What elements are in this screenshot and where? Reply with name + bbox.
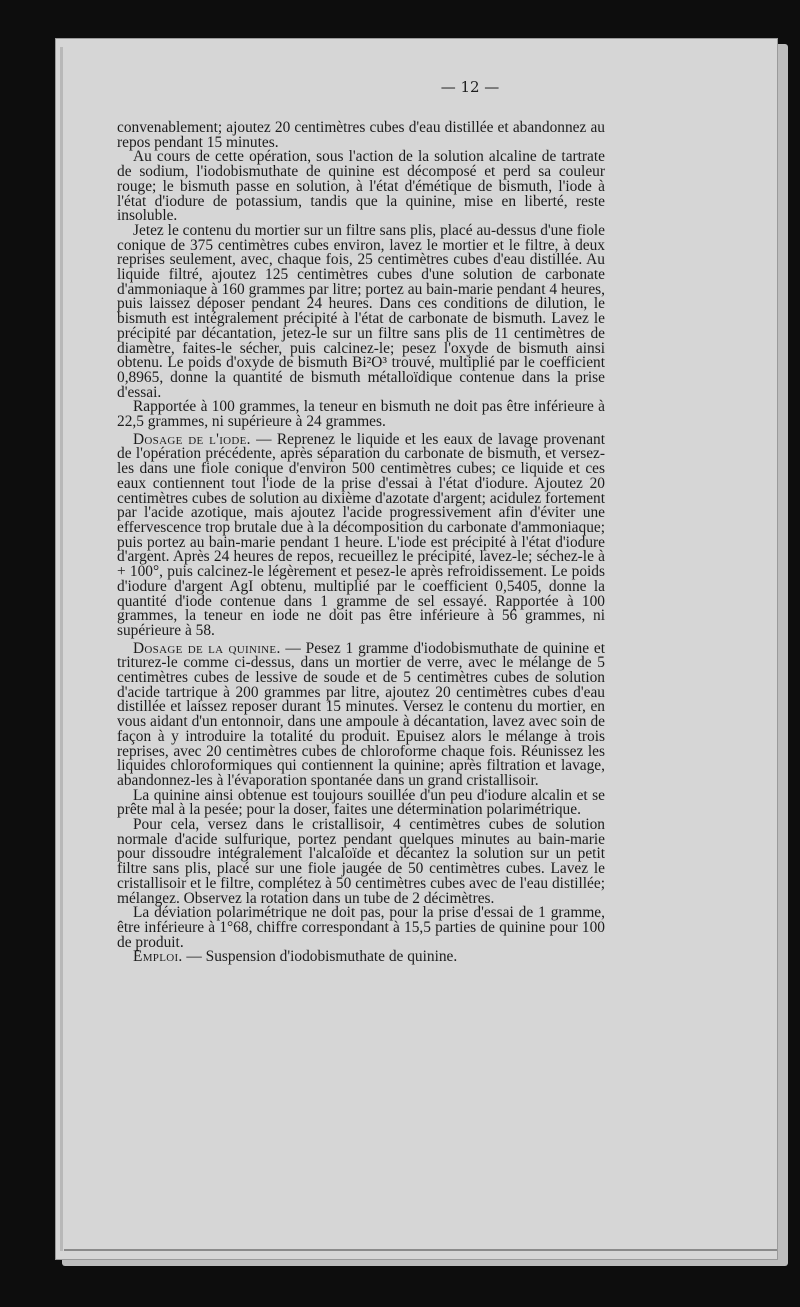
paragraph-text: Au cours de cette opération, sous l'action de la solution alcaline de tartrate de sodium, l'iodobismuthate de quinine est décomposé et perd sa couleur rouge; le bismuth passe en solution, à l'état d'émétique de bismuth, l'iode à l'état d'iodure de potassium, tandis que la quinine, mise en liberté, reste insoluble. [117,148,605,225]
paragraph-text: Pour cela, versez dans le cristallisoir, 4 centimètres cubes de solution normale d'acide sulfurique, portez pendant quelques minutes au bain-marie pour dissoudre intégralement l'alcaloïde et décantez la solution sur un petit filtre sans plis, placé sur une fiole jaugée de 50 centimètres cubes. Lavez le cristallisoir et le filtre, complétez à 50 centimètres cubes avec de l'eau distillée; mélangez. Observez la rotation dans un tube de 2 décimètres. [117,816,605,907]
paragraph-text: — Suspension d'iodobismuthate de quinine. [182,948,458,966]
paragraph-text: La déviation polarimétrique ne doit pas, pour la prise d'essai de 1 gramme, être inférieure à 1°68, chiffre correspondant à 15,5 parties de quinine pour 100 de produit. [117,904,605,951]
paragraph-text: — Reprenez le liquide et les eaux de lavage provenant de l'opération précédente, après séparation du carbonate de bismuth, et versez-les dans une fiole conique d'environ 500 centimètres cubes; ce liquide et ces eaux contiennent tout l'iode de la prise d'essai à l'état d'iodure. Ajoutez 20 centimètres cubes de solution au dixième d'azotate d'argent; acidulez fortement par l'acide azotique, mais ajoutez l'acide progressivement afin d'éviter une effervescence trop brutale due à la décomposition du carbonate d'ammoniaque; puis portez au bain-marie pendant 1 heure. L'iode est précipité à l'état d'iodure d'argent. Après 24 heures de repos, recueillez le précipité, lavez-le; séchez-le à + 100°, puis calcinez-le légèrement et pesez-le après refroidissement. Le poids d'iodure d'argent AgI obtenu, multiplié par le coefficient 0,5405, donne la quantité d'iode contenue dans 1 gramme de sel essayé. Rapportée à 100 grammes, la teneur en iode ne doit pas être inférieure à 56 grammes, ni supérieure à 58. [117,430,605,639]
paragraph-text: — Pesez 1 gramme d'iodobismuthate de quinine et triturez-le comme ci-dessus, dans un mortier de verre, avec le mélange de 5 centimètres cubes de lessive de soude et de 5 centimètres cubes de solution d'acide tartrique à 200 grammes par litre, ajoutez 20 centimètres cubes d'eau distillée et laissez reposer durant 15 minutes. Versez le contenu du mortier, en vous aidant d'un entonnoir, dans une ampoule à décantation, lavez avec soin de façon à y introduire la totalité du produit. Epuisez alors le mélange à trois reprises, avec 20 centimètres cubes de chloroforme chaque fois. Réunissez les liquides chloroformiques qui contiennent la quinine; après filtration et lavage, abandonnez-les à l'évaporation spontanée dans un grand cristallisoir. [117,639,606,789]
page-number-text: — 12 — [440,78,500,96]
page-bottom-rule [64,1249,777,1251]
section-heading-dosage-quinine: Dosage de la quinine. [133,639,281,657]
body-text [117,121,605,965]
paragraph-text: Jetez le contenu du mortier sur un filtre sans plis, placé au-dessus d'une fiole conique de 375 centimètres cubes environ, lavez le mortier et le filtre, à deux reprises seulement, avec, chaque fois, 25 centimètres cubes d'eau distillée. Au liquide filtré, ajoutez 125 centimètres cubes d'une solution de carbonate d'ammoniaque à 160 grammes par litre; portez au bain-marie pendant 4 heures, puis laissez déposer pendant 24 heures. Dans ces conditions de dilution, le bismuth est intégralement précipité à l'état de carbonate de bismuth. Lavez le précipité par décantation, jetez-le sur un filtre sans plis de 11 centimètres de diamètre, faites-le sécher, puis calcinez-le; pesez l'oxyde de bismuth ainsi obtenu. Le poids d'oxyde de bismuth Bi²O³ trouvé, multiplié par le coefficient 0,8965, donne la quantité de bismuth métalloïdique contenue dans la prise d'essai. [117,221,605,401]
paragraph-8 [117,818,605,906]
paragraph-emploi [117,950,605,965]
paragraph-text: convenablement; ajoutez 20 centimètres cubes d'eau distillée et abandonnez au repos pendant 15 minutes. [117,119,605,151]
section-heading-emploi: Emploi. [133,948,183,966]
paragraph-3 [117,221,605,401]
paragraph-1 [117,121,605,150]
paragraph-text: Rapportée à 100 grammes, la teneur en bismuth ne doit pas être inférieure à 22,5 grammes, ni supérieure à 24 grammes. [117,398,605,431]
paragraph-dosage-quinine [117,639,606,789]
paragraph-text: La quinine ainsi obtenue est toujours souillée d'un peu d'iodure alcalin et se prête mal à la pesée; pour la doser, faites une détermination polarimétrique. [117,786,605,819]
paragraph-4 [117,400,605,429]
paragraph-9 [117,906,605,950]
paragraph-dosage-iode [117,430,605,639]
page-number [0,78,800,96]
paragraph-2 [117,150,605,224]
section-heading-dosage-iode: Dosage de l'iode. [133,430,251,448]
paragraph-7 [117,786,605,819]
